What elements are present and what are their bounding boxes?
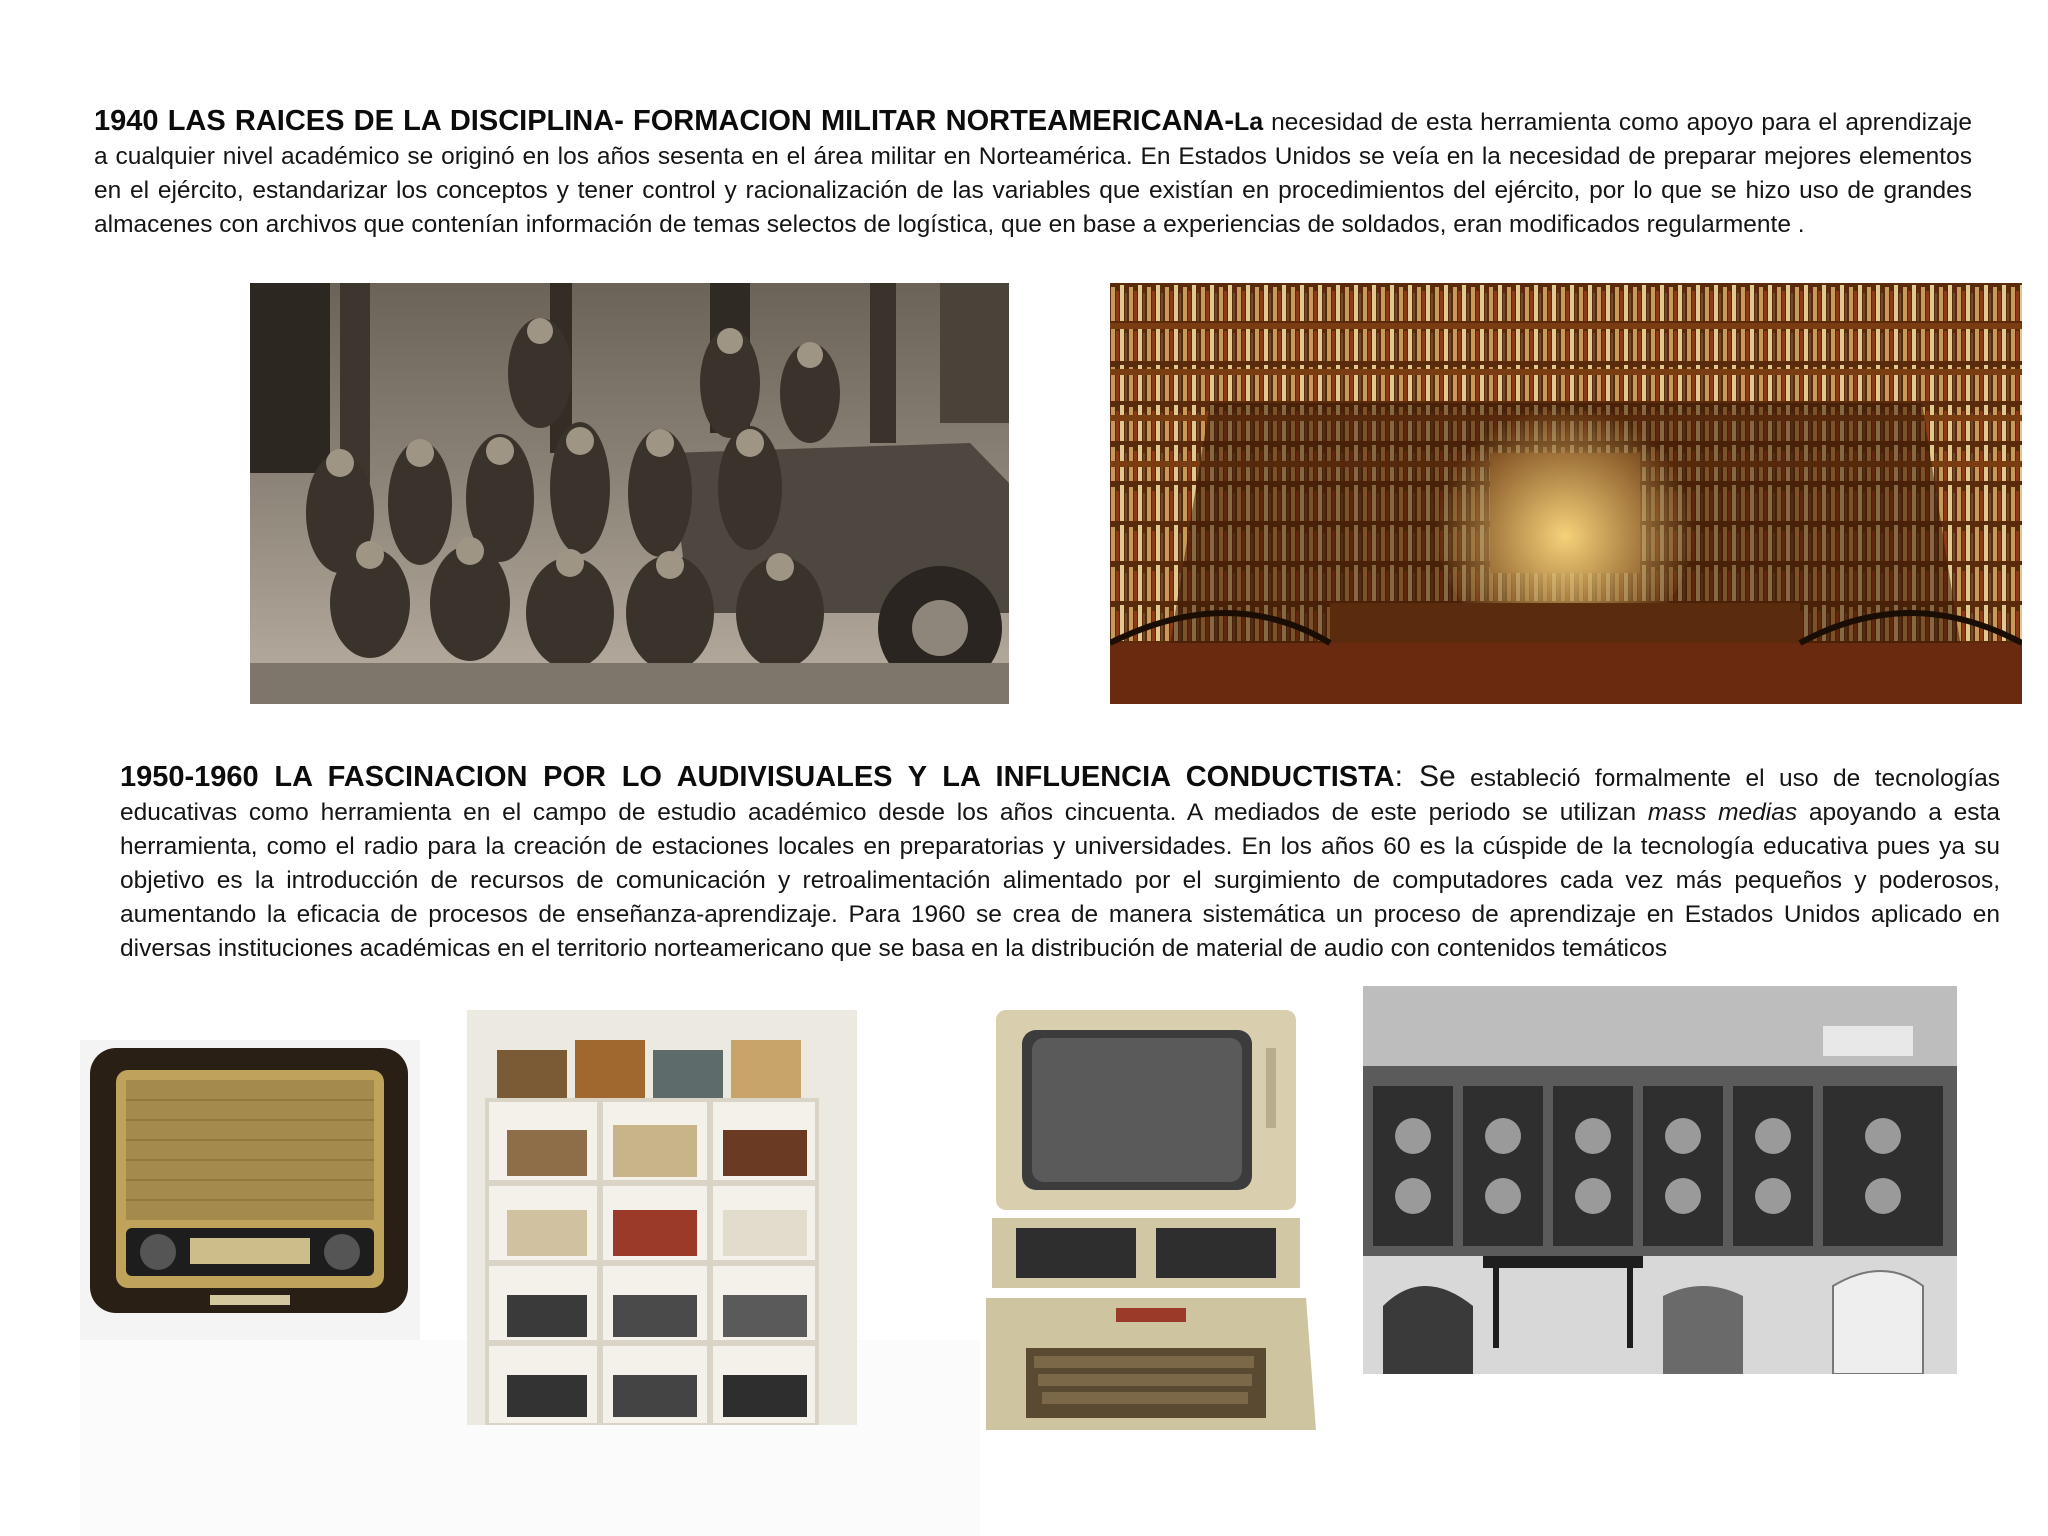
apple-ii-computer-photo [986, 1008, 1316, 1430]
section-1950-body-1: estableció formalmente el uso de tecnologías educativas como herramienta en el campo de estudio académico desde los años cincuenta. A mediados de este periodo se utilizan [120, 765, 2001, 826]
section-1940-lead: La [1234, 108, 1264, 136]
section-1950-colon: : [1394, 760, 1419, 793]
vintage-radio-photo [80, 1040, 420, 1340]
radio-collection-shelf-photo [467, 1010, 857, 1425]
mass-medias-italic: mass medias [1647, 799, 1798, 826]
section-1940-body: necesidad de esta herramienta como apoyo para el aprendizaje a cualquier nivel académico se originó en los años sesenta en el área militar en Norteamérica. En Estados Unidos se veía en la necesidad de preparar mejores elementos en el ejército, estandarizar los conceptos y tener control y racionalización de las variables que existían en procedimientos del ejército, por lo que se hizo uso de grandes almacenes con archivos que contenían información de temas selectos de logística, que en base a experiencias de soldados, eran modificados regularmente . [94, 109, 1972, 238]
section-1950-body-2: apoyando a esta herramienta, como el radio para la creación de estaciones locales en preparatorias y universidades. En los años 60 es la cúspide de la tecnología educativa pues ya su objetivo es la introducción de recursos de comunicación y retroalimentación alimentado por el surgimiento de computadores cada vez más pequeños y poderosos, aumentando la eficacia de procesos de enseñanza-aprendizaje. Para 1960 se crea de manera sistemática un proceso de aprendizaje en Estados Unidos aplicado en diversas instituciones académicas en el territorio norteamericano que se basa en la distribución de material de audio con contenidos temáticos [120, 799, 2000, 962]
library-photo [1110, 283, 2022, 704]
section-1940-heading: 1940 LAS RAICES DE LA DISCIPLINA- FORMACION MILITAR NORTEAMERICANA- [94, 105, 1235, 137]
soldiers-jeep-photo [250, 283, 1009, 704]
univac-computer-room-photo [1363, 986, 1957, 1374]
section-1950-heading: 1950-1960 LA FASCINACION POR LO AUDIVISUALES Y LA INFLUENCIA CONDUCTISTA [120, 761, 1395, 793]
section-1950-paragraph [120, 760, 2000, 966]
section-1940-paragraph [94, 104, 1972, 242]
section-1950-lead: Se [1418, 760, 1456, 793]
